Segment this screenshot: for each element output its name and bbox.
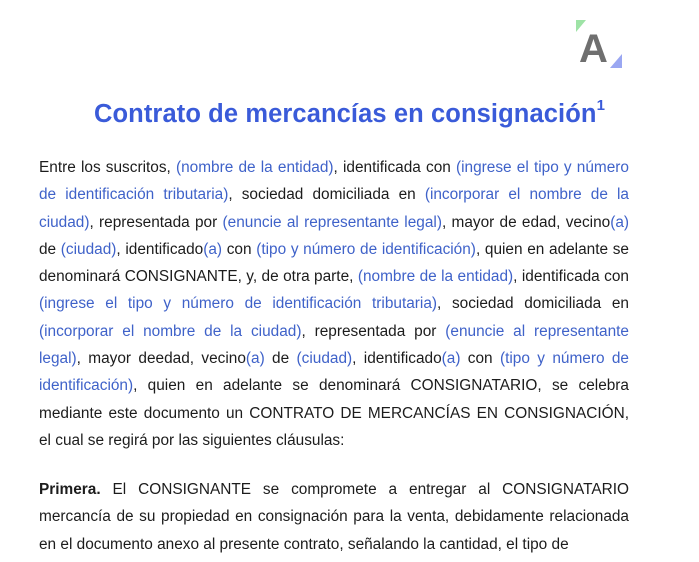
page-title: Contrato de mercancías en consignación$^1$ — [93, 96, 606, 128]
placeholder-id-type-number: (tipo y número de identificación) — [256, 240, 476, 258]
clause-first-text: El CONSIGNANTE se compromete a entregar al CONSIGNATARIO mercancía de su propiedad en consignación para la venta, debidamente relacionada en el documento anexo al presente contrato, señalando la cantidad, el tipo de — [39, 481, 629, 553]
placeholder-gender-a: (a) — [203, 240, 223, 258]
clause-first-heading: Primera. — [39, 481, 101, 498]
placeholder-entity-name: (nombre de la entidad) — [175, 159, 334, 176]
placeholder-city: (ciudad) — [296, 350, 353, 368]
clause-first-paragraph — [39, 476, 629, 558]
placeholder-gender-a: (a) — [245, 350, 265, 368]
placeholder-tax-id: (ingrese el tipo y número de identificación tributaria) — [39, 159, 629, 204]
placeholder-id-type-number: (tipo y número de identificación) — [39, 350, 629, 395]
title-footnote-marker: 1 — [596, 96, 606, 114]
brand-logo — [572, 18, 624, 70]
placeholder-city-name: (incorporar el nombre de la ciudad) — [39, 186, 629, 231]
placeholder-legal-representative: (enuncie al representante legal) — [222, 213, 442, 231]
placeholder-legal-representative: (enuncie al representante legal) — [39, 322, 629, 368]
intro-paragraph: Entre los suscritos, (nombre de la entidad), identificada con (ingrese el tipo y número de identificación tributaria), sociedad domiciliada en (incorporar el nombre de la ciudad), representada por (enuncie al representante legal), mayor de edad, vecino(a) de (ciudad), identificado(a) con (tipo y número de identificación), quien en adelante se denominará CONSIGNANTE, y, de otra parte, (nombre de la entidad), identificada con (ingrese el tipo y número de identificación tributaria), sociedad domiciliada en (incorporar el nombre de la ciudad), representada por (enuncie al representante legal), mayor deedad, vecino(a) de (ciudad), identificado(a) con (tipo y número de identificación), quien en adelante se denominará CONSIGNATARIO, se celebra mediante este documento un CONTRATO DE MERCANCÍAS EN CONSIGNACIÓN, el cual se regirá por las siguientes cláusulas: — [39, 159, 629, 449]
placeholder-gender-a: (a) — [441, 350, 461, 368]
logo-letter: A — [579, 27, 608, 70]
placeholder-tax-id: (ingrese el tipo y número de identificación tributaria) — [39, 295, 438, 313]
placeholder-gender-a: (a) — [610, 213, 629, 231]
logo-icon — [572, 18, 624, 70]
placeholder-city: (ciudad) — [60, 240, 117, 258]
placeholder-entity-name: (nombre de la entidad) — [357, 268, 514, 286]
placeholder-city-name: (incorporar el nombre de la ciudad) — [39, 322, 302, 340]
